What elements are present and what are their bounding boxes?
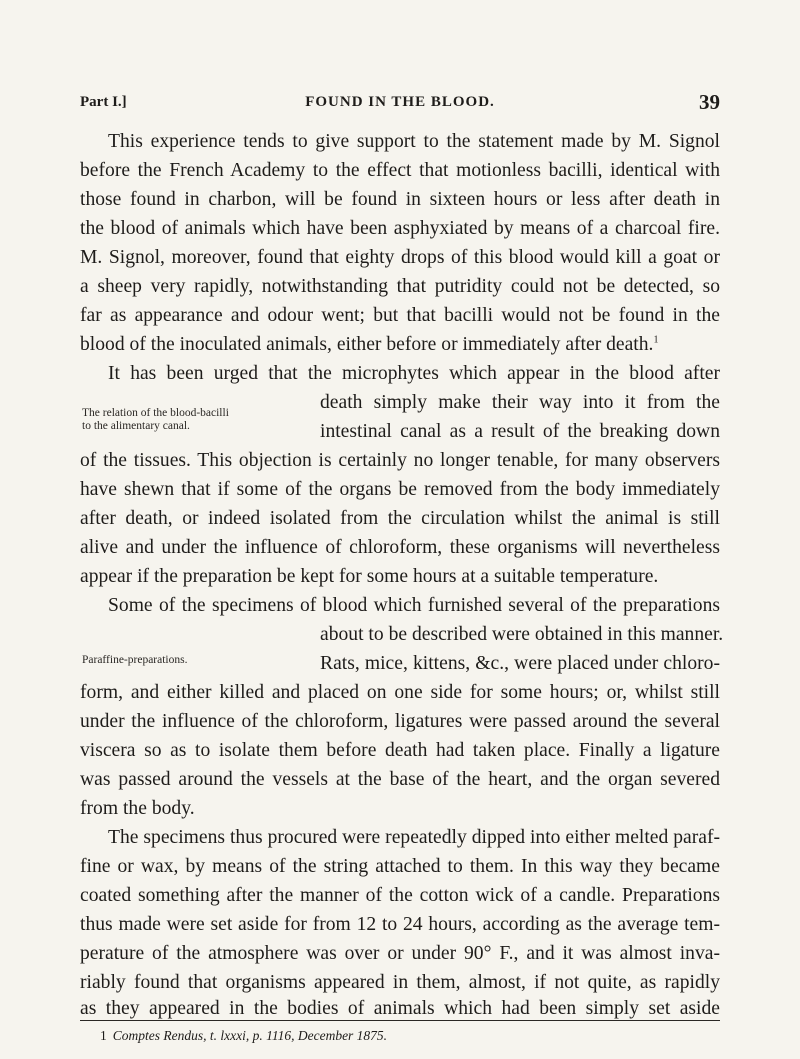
text-line: fine or wax, by means of the string attached to them. In this way they became [80,856,720,877]
text-line: Some of the specimens of blood which furnished several of the preparations [108,595,720,616]
footnote-rule [80,1020,720,1021]
text-line [80,331,720,358]
footnote-mark: 1 [100,1028,107,1043]
footnote-reference: 1 [653,334,659,346]
footnote-text: Comptes Rendus, t. lxxxi, p. 1116, December 1875. [112,1028,388,1043]
footnote [100,1028,387,1044]
text-line: The specimens thus procured were repeatedly dipped into either melted paraf- [108,827,720,848]
text-line: This experience tends to give support to the statement made by M. Signol [108,131,720,152]
text-line: death simply make their way into it from the [320,392,720,413]
chapter-title: FOUND IN THE BLOOD. [305,94,495,110]
text-line: M. Signol, moreover, found that eighty drops of this blood would kill a goat or [80,247,720,268]
text-line: after death, or indeed isolated from the circulation whilst the animal is still [80,508,720,529]
running-head [80,90,720,118]
text-line-content: blood of the inoculated animals, either before or immediately after death. [80,334,654,355]
text-line: alive and under the influence of chloroform, these organisms will nevertheless [80,537,720,558]
text-line: a sheep very rapidly, notwithstanding that putridity could not be detected, so [80,276,720,297]
text-line: the blood of animals which have been asphyxiated by means of a charcoal fire. [80,218,720,239]
text-line: from the body. [80,798,195,819]
text-line: have shewn that if some of the organs be removed from the body immediately [80,479,720,500]
part-label: Part I.] [80,94,127,110]
text-line: before the French Academy to the effect that motionless bacilli, identical with [80,160,720,181]
text-line: under the influence of the chloroform, ligatures were passed around the several [80,711,720,732]
sidenote-paraffine: Paraffine-preparations. [82,654,188,666]
text-line: viscera so as to isolate them before death had taken place. Finally a ligature [80,740,720,761]
text-line: intestinal canal as a result of the breaking down [320,421,720,442]
text-line: form, and either killed and placed on one side for some hours; or, whilst still [80,682,720,703]
text-line: about to be described were obtained in this manner. [320,624,724,645]
sidenote-blood-bacilli: The relation of the blood-bacilli [82,407,229,419]
text-line: perature of the atmosphere was over or under 90° F., and it was almost inva- [80,943,720,964]
text-line: was passed around the vessels at the base of the heart, and the organ severed [80,769,720,790]
sidenote-blood-bacilli-cont: to the alimentary canal. [82,420,190,432]
page-number: 39 [699,90,720,114]
text-line: thus made were set aside for from 12 to 24 hours, according as the average tem- [80,914,720,935]
text-line: appear if the preparation be kept for some hours at a suitable temperature. [80,566,659,587]
text-line: far as appearance and odour went; but that bacilli would not be found in the [80,305,720,326]
text-line: those found in charbon, will be found in sixteen hours or less after death in [80,189,720,210]
text-line: It has been urged that the microphytes which appear in the blood after [108,363,720,384]
text-line: of the tissues. This objection is certainly no longer tenable, for many observers [80,450,720,471]
text-line: riably found that organisms appeared in them, almost, if not quite, as rapidly [80,972,720,993]
text-line: Rats, mice, kittens, &c., were placed under chloro- [320,653,720,674]
text-line: coated something after the manner of the cotton wick of a candle. Preparations [80,885,720,906]
text-line: as they appeared in the bodies of animals which had been simply set aside [80,998,720,1019]
